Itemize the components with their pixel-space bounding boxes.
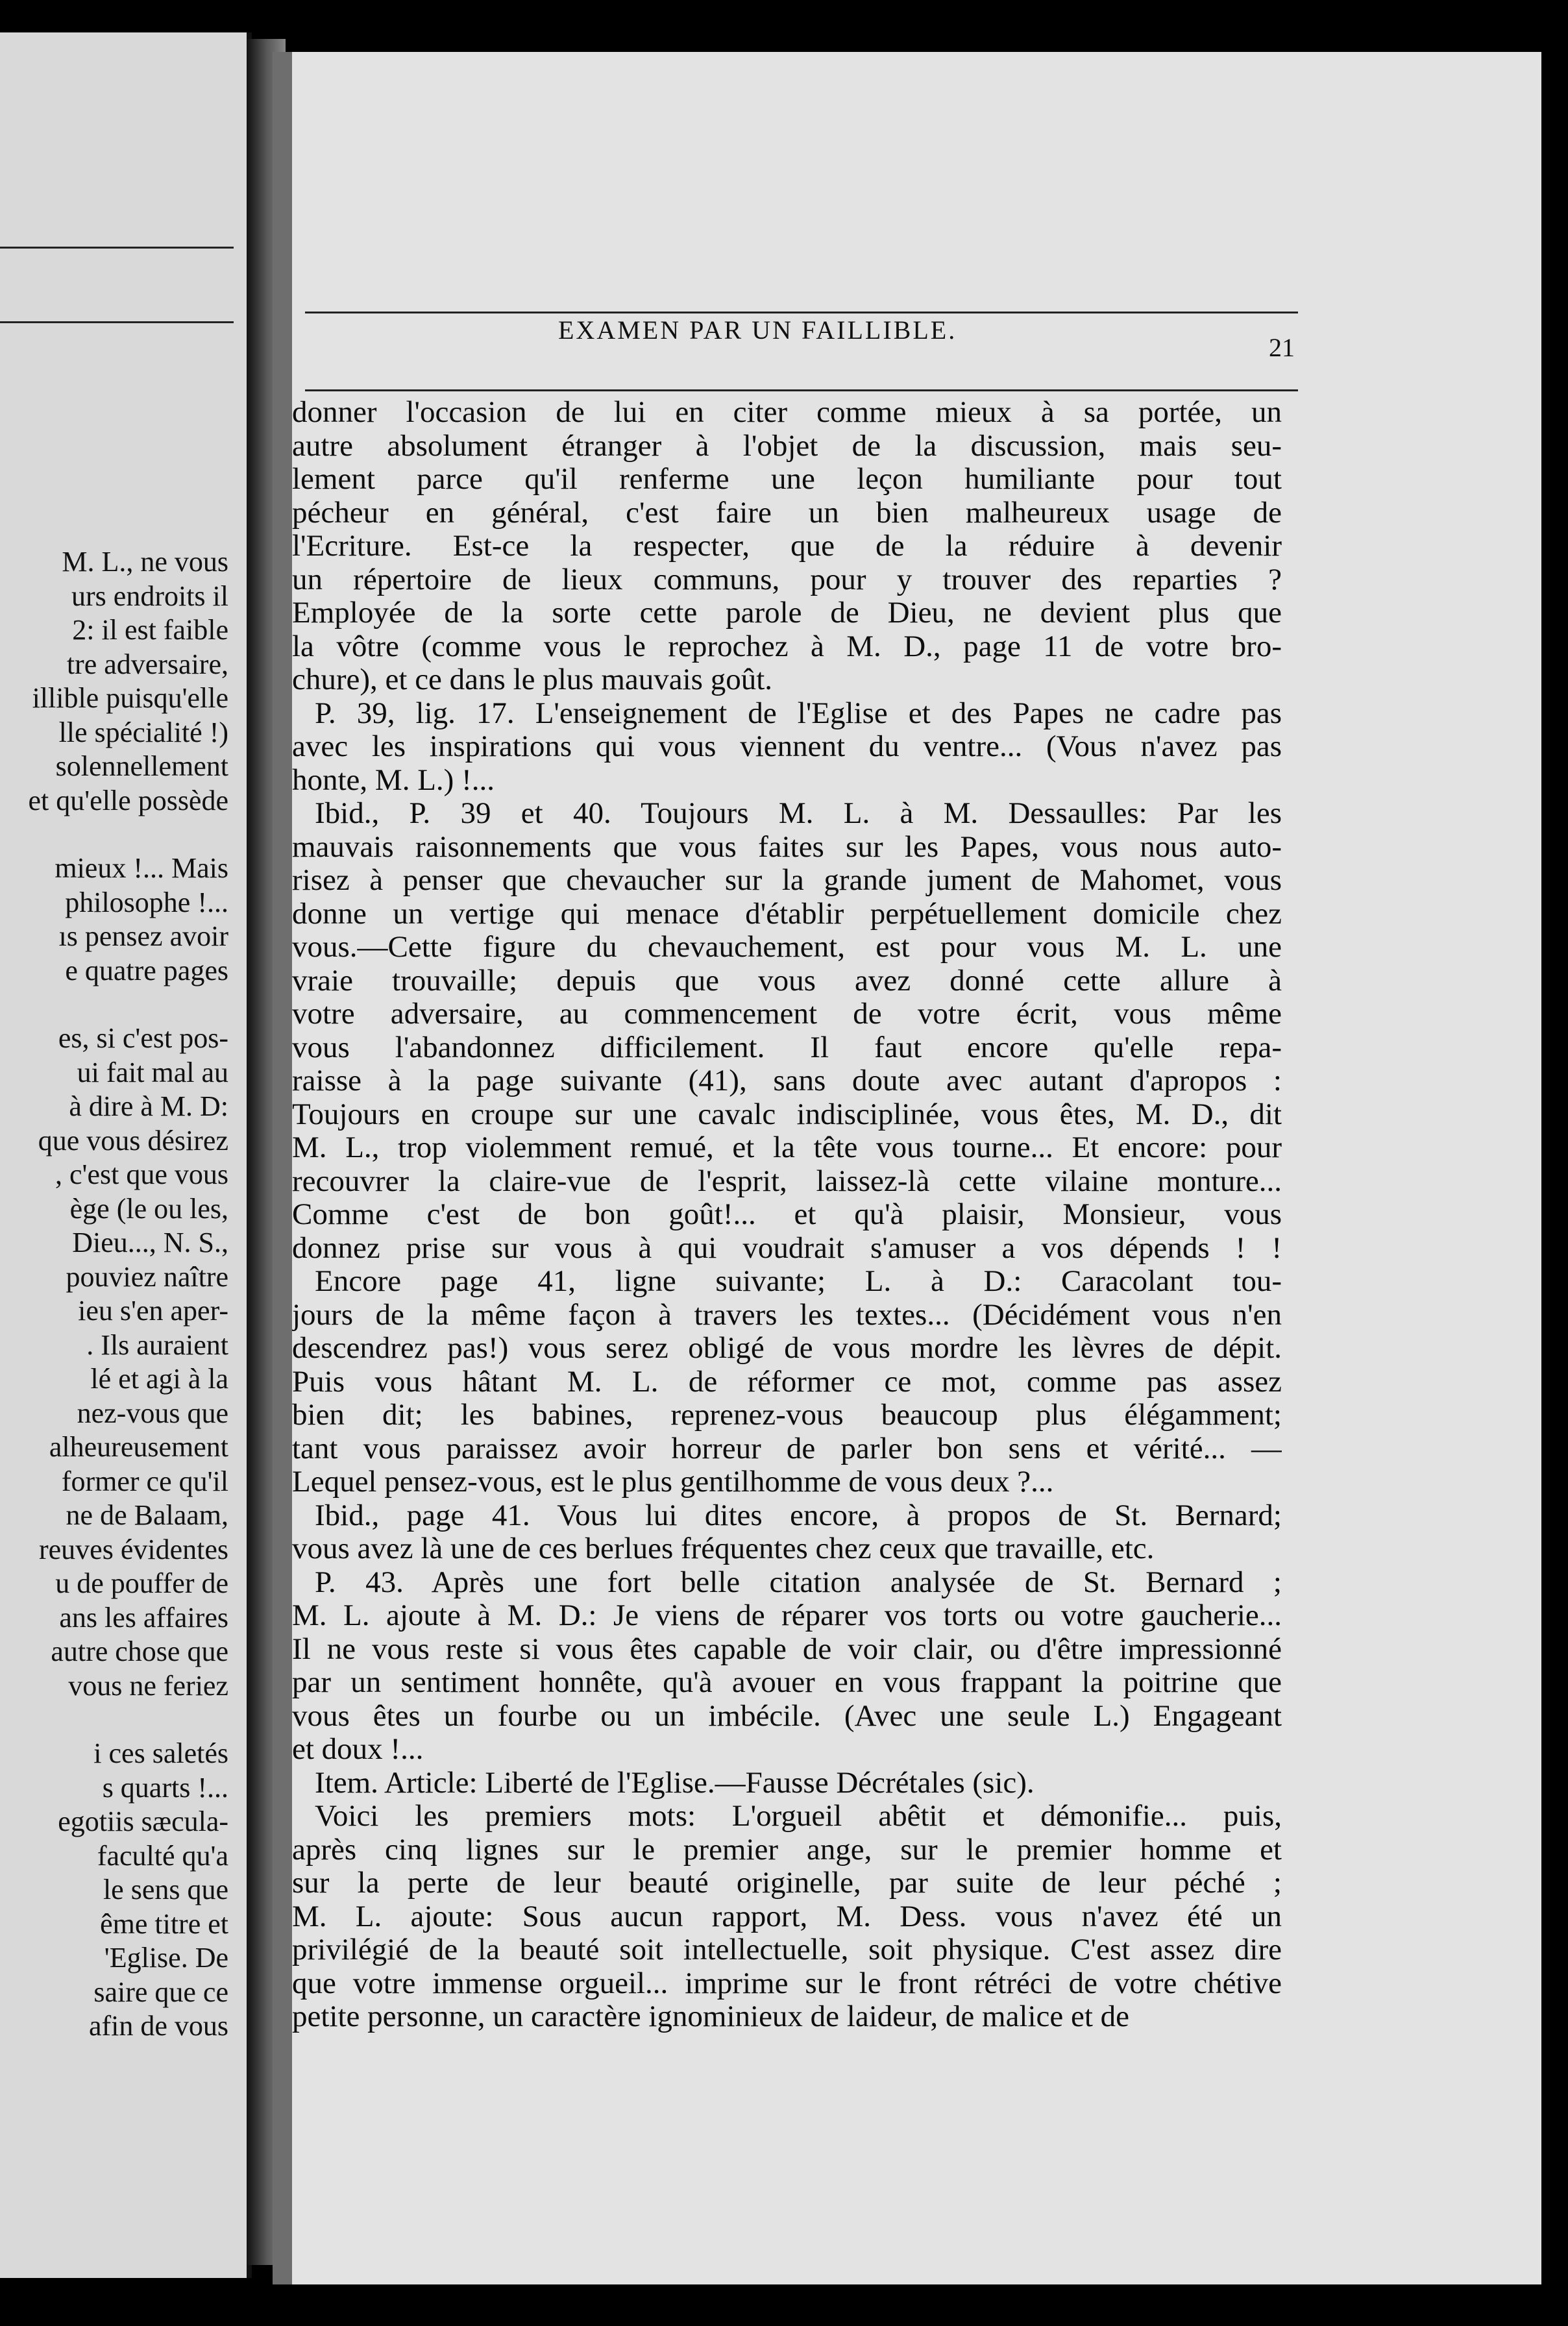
left-page-line: autre chose que: [51, 1635, 228, 1667]
left-page-line: ême titre et: [100, 1907, 228, 1940]
left-page-line: philosophe !...: [65, 886, 228, 918]
left-page-gap: [0, 818, 228, 851]
left-page-line: ıs pensez avoir: [58, 920, 228, 952]
left-page-line: lé et agi à la: [90, 1363, 228, 1395]
left-page-line: ui fait mal au: [77, 1056, 228, 1088]
left-page-line: ège (le ou les,: [69, 1192, 228, 1225]
body-line: privilégié de la beauté soit intellectuelle, soit physique. C'est assez dire: [292, 1933, 1282, 1966]
body-line: Puis vous hâtant M. L. de réformer ce mot, comme pas assez: [292, 1365, 1282, 1399]
left-page-gap: [0, 988, 228, 1022]
header-rule-top: [305, 312, 1298, 313]
body-line: tant vous paraissez avoir horreur de parler bon sens et vérité... —: [292, 1432, 1282, 1465]
body-line: vous.—Cette figure du chevauchement, est pour vous M. L. une: [292, 931, 1282, 964]
body-line: jours de la même façon à travers les textes... (Décidément vous n'en: [292, 1298, 1282, 1332]
left-page-line: saire que ce: [93, 1976, 228, 2008]
left-page-line: 2: il est faible: [72, 614, 228, 646]
left-page-line: s quarts !...: [102, 1771, 228, 1804]
body-line: Lequel pensez-vous, est le plus gentilhomme de vous deux ?...: [292, 1465, 1054, 1499]
left-page-line: . Ils auraient: [86, 1328, 228, 1361]
body-line: un répertoire de lieux communs, pour y trouver des reparties ?: [292, 563, 1282, 596]
left-page-line: , c'est que vous: [55, 1158, 228, 1190]
body-line: P. 43. Après une fort belle citation analysée de St. Bernard ;: [315, 1565, 1282, 1599]
left-page-line: es, si c'est pos-: [58, 1022, 228, 1054]
left-page-line: ans les affaires: [59, 1601, 228, 1634]
body-line: petite personne, un caractère ignominieux de laideur, de malice et de: [292, 2000, 1130, 2033]
left-page-line: i ces saletés: [93, 1737, 228, 1769]
body-line: par un sentiment honnête, qu'à avouer en vous frappant la poitrine que: [292, 1666, 1282, 1699]
body-line: risez à penser que chevaucher sur la grande jument de Mahomet, vous: [292, 864, 1282, 897]
left-page-line: u de pouffer de: [55, 1567, 228, 1599]
body-line: Encore page 41, ligne suivante; L. à D.: Caracolant tou-: [315, 1265, 1282, 1298]
left-page-gap: [0, 1703, 228, 1737]
body-line: l'Ecriture. Est-ce la respecter, que de la réduire à devenir: [292, 530, 1282, 563]
body-line: vous l'abandonnez difficilement. Il faut encore qu'elle repa-: [292, 1031, 1282, 1064]
left-page-line: tre adversaire,: [66, 648, 228, 680]
body-line: P. 39, lig. 17. L'enseignement de l'Eglise et des Papes ne cadre pas: [315, 696, 1282, 730]
left-facing-page: [0, 32, 252, 2278]
body-line: sur la perte de leur beauté originelle, par suite de leur péché ;: [292, 1867, 1282, 1900]
body-line: et doux !...: [292, 1733, 424, 1766]
left-page-line: mieux !... Mais: [55, 852, 228, 884]
body-line: la vôtre (comme vous le reprochez à M. D., page 11 de votre bro-: [292, 630, 1282, 663]
left-page-line: et qu'elle possède: [28, 784, 228, 816]
body-line: donne un vertige qui menace d'établir perpétuellement domicile chez: [292, 897, 1282, 931]
body-line: bien dit; les babines, reprenez-vous beaucoup plus élégamment;: [292, 1399, 1282, 1432]
left-page-line: alheureusement: [49, 1431, 228, 1463]
left-page-line: vous ne feriez: [68, 1669, 228, 1702]
left-page-line: ieu s'en aper-: [78, 1295, 228, 1327]
body-line: Ibid., page 41. Vous lui dites encore, à propos de St. Bernard;: [315, 1499, 1282, 1532]
page-number: 21: [1269, 333, 1295, 362]
body-text: [292, 396, 1282, 2034]
body-line: Employée de la sorte cette parole de Dieu, ne devient plus que: [292, 596, 1282, 630]
left-page-line: e quatre pages: [65, 954, 228, 986]
body-line: Comme c'est de bon goût!... et qu'à plaisir, Monsieur, vous: [292, 1198, 1282, 1231]
left-page-line: lle spécialité !): [58, 716, 228, 748]
left-page-line: Dieu..., N. S.,: [72, 1227, 228, 1258]
body-line: Ibid., P. 39 et 40. Toujours M. L. à M. Dessaulles: Par les: [315, 797, 1282, 830]
body-line: avec les inspirations qui vous viennent du ventre... (Vous n'avez pas: [292, 730, 1282, 763]
left-page-text: [0, 545, 228, 2044]
body-line: mauvais raisonnements que vous faites sur les Papes, vous nous auto-: [292, 830, 1282, 864]
left-page-line: urs endroits il: [71, 580, 228, 612]
left-page-line: illible puisqu'elle: [32, 682, 228, 714]
body-line: Voici les premiers mots: L'orgueil abêtit et démonifie... puis,: [315, 1800, 1282, 1833]
body-line: chure), et ce dans le plus mauvais goût.: [292, 663, 773, 696]
left-page-line: egotiis sæcula-: [58, 1806, 228, 1837]
running-title: EXAMEN PAR UN FAILLIBLE.: [558, 315, 957, 345]
body-line: lement parce qu'il renferme une leçon humiliante pour tout: [292, 463, 1282, 496]
body-line: vous avez là une de ces berlues fréquentes chez ceux que travaille, etc.: [292, 1532, 1155, 1565]
body-line: que votre immense orgueil... imprime sur le front rétréci de votre chétive: [292, 1966, 1282, 2000]
body-line: raisse à la page suivante (41), sans doute avec autant d'apropos :: [292, 1064, 1282, 1097]
left-page-line: afin de vous: [88, 2010, 228, 2042]
left-page-line: solennellement: [55, 750, 228, 782]
right-page: [273, 52, 1541, 2284]
body-line: recouvrer la claire-vue de l'esprit, laissez-là cette vilaine monture...: [292, 1164, 1282, 1198]
left-page-line: former ce qu'il: [61, 1465, 228, 1497]
left-page-line: 'Eglise. De: [104, 1942, 228, 1974]
body-line: donnez prise sur vous à qui voudrait s'amuser a vos dépends ! !: [292, 1231, 1282, 1265]
left-page-line: le sens que: [103, 1874, 228, 1905]
body-line: honte, M. L.) !...: [292, 763, 495, 797]
body-line: donner l'occasion de lui en citer comme mieux à sa portée, un: [292, 396, 1282, 429]
left-page-line: que vous désirez: [38, 1124, 228, 1157]
body-line: Il ne vous reste si vous êtes capable de voir clair, ou d'être impressionné: [292, 1632, 1282, 1666]
left-page-line: pouviez naître: [66, 1260, 228, 1293]
body-line: M. L. ajoute à M. D.: Je viens de réparer vos torts ou votre gaucherie...: [292, 1599, 1282, 1632]
left-page-rule: [0, 321, 234, 323]
body-line: pécheur en général, c'est faire un bien malheureux usage de: [292, 496, 1282, 530]
body-line: Toujours en croupe sur une cavalc indisciplinée, vous êtes, M. D., dit: [292, 1097, 1282, 1131]
left-page-line: ne de Balaam,: [66, 1499, 228, 1531]
left-page-line: reuves évidentes: [39, 1533, 228, 1565]
body-line: votre adversaire, au commencement de votre écrit, vous même: [292, 998, 1282, 1031]
body-line: Item. Article: Liberté de l'Eglise.—Fausse Décrétales (sic).: [315, 1766, 1035, 1800]
body-line: descendrez pas!) vous serez obligé de vous mordre les lèvres de dépit.: [292, 1332, 1282, 1365]
left-page-rule: [0, 247, 234, 249]
left-page-line: M. L., ne vous: [62, 546, 228, 578]
left-page-line: faculté qu'a: [97, 1839, 228, 1872]
body-line: M. L., trop violemment remué, et la tête vous tourne... Et encore: pour: [292, 1131, 1282, 1164]
body-line: après cinq lignes sur le premier ange, sur le premier homme et: [292, 1833, 1282, 1867]
left-page-line: nez-vous que: [77, 1397, 228, 1429]
body-line: autre absolument étranger à l'objet de la discussion, mais seu-: [292, 429, 1282, 463]
body-line: vous êtes un fourbe ou un imbécile. (Avec une seule L.) Engageant: [292, 1699, 1282, 1733]
body-line: M. L. ajoute: Sous aucun rapport, M. Dess. vous n'avez été un: [292, 1900, 1282, 1933]
body-line: vraie trouvaille; depuis que vous avez donné cette allure à: [292, 964, 1282, 998]
header-rule-bottom: [305, 389, 1298, 391]
left-page-line: à dire à M. D:: [69, 1090, 228, 1122]
